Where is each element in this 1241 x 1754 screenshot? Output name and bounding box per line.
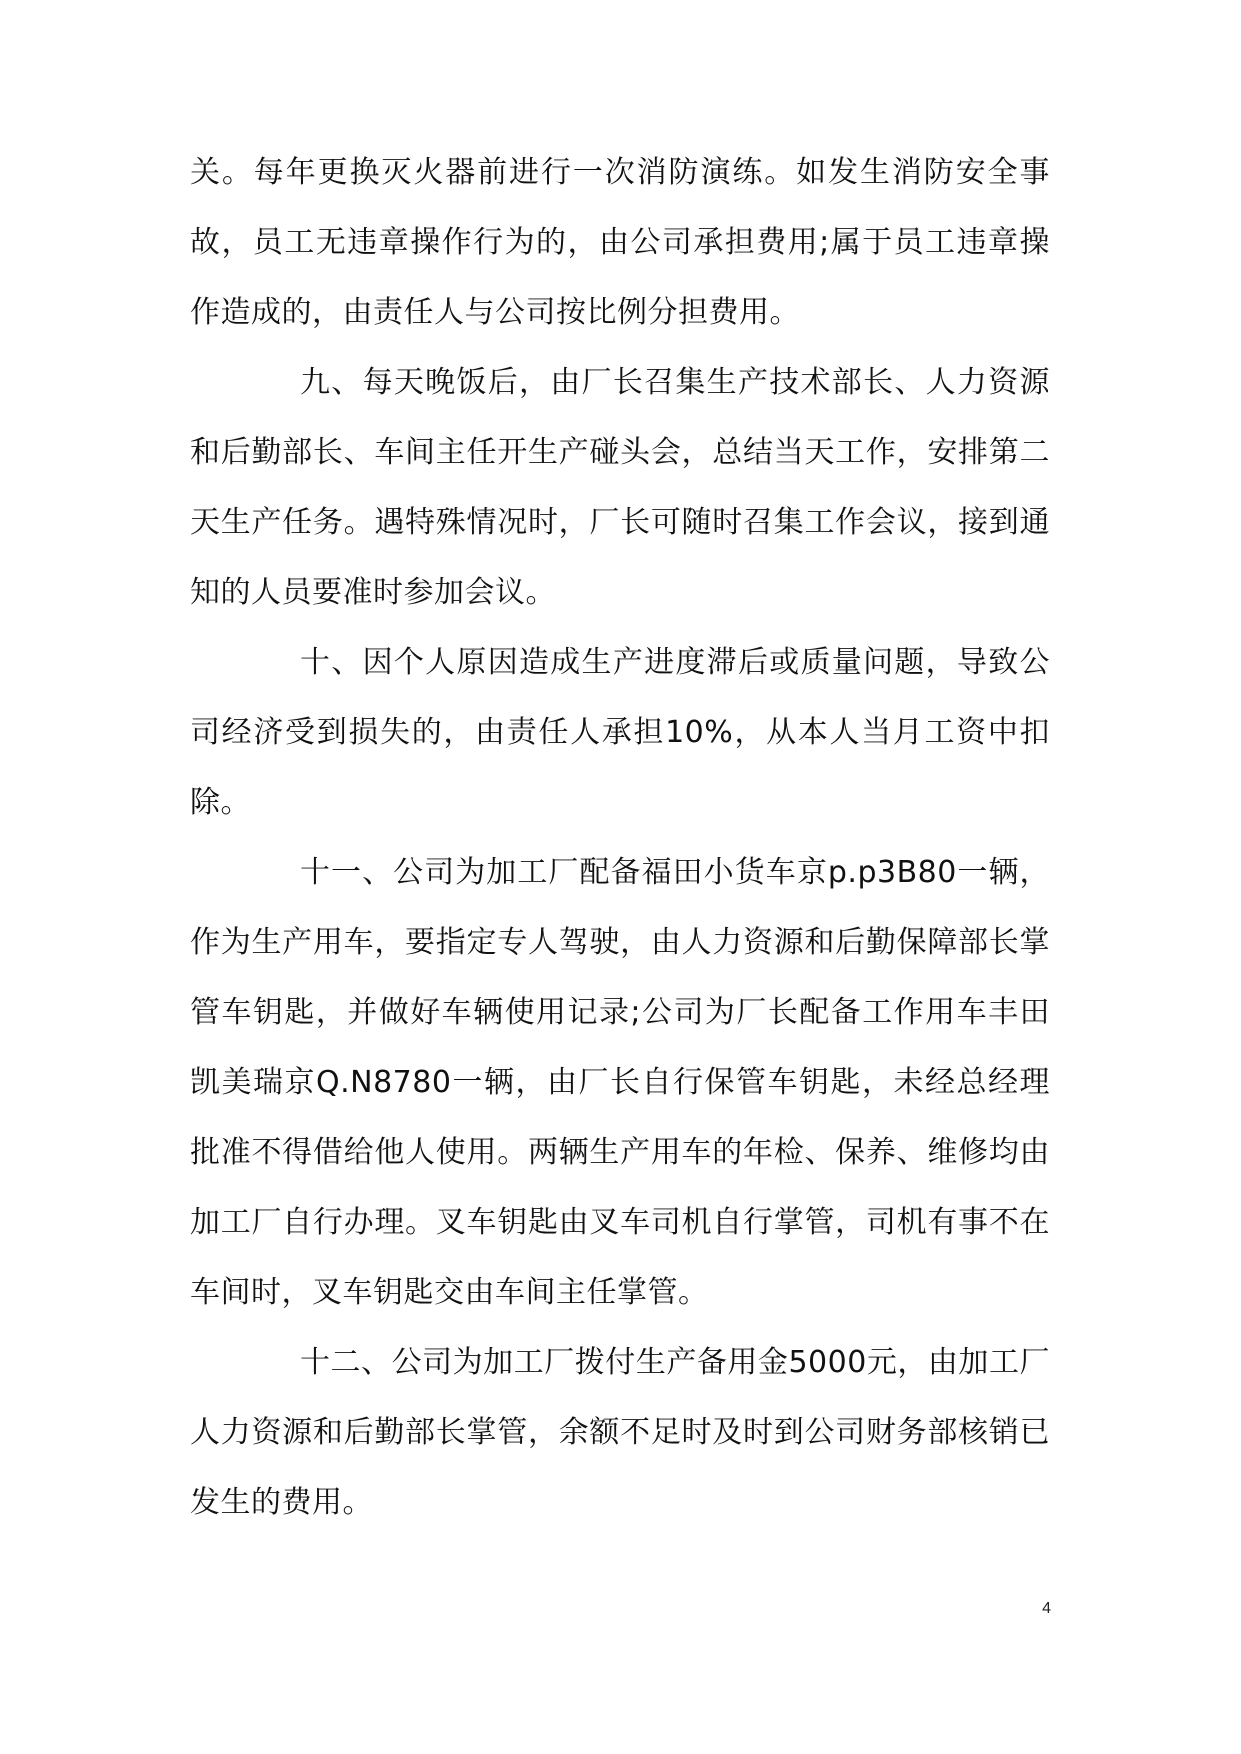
paragraph-item-12: 十二、公司为加工厂拨付生产备用金5000元，由加工厂人力资源和后勤部长掌管，余额不足时及时到公司财务部核销已发生的费用。 <box>190 1345 1050 1520</box>
paragraph-item-11: 十一、公司为加工厂配备福田小货车京p.p3B80一辆，作为生产用车，要指定专人驾驶，由人力资源和后勤保障部长掌管车钥匙，并做好车辆使用记录;公司为厂长配备工作用车丰田凯美瑞京Q.N8780一辆，由厂长自行保管车钥匙，未经总经理批准不得借给他人使用。两辆生产用车的年检、保养、维修均由加工厂自行办理。叉车钥匙由叉车司机自行掌管，司机有事不在车间时，叉车钥匙交由车间主任掌管。 <box>190 855 1050 1310</box>
paragraph-item-10: 十、因个人原因造成生产进度滞后或质量问题，导致公司经济受到损失的，由责任人承担10%，从本人当月工资中扣除。 <box>190 645 1050 820</box>
paragraph-item-9: 九、每天晚饭后，由厂长召集生产技术部长、人力资源和后勤部长、车间主任开生产碰头会，总结当天工作，安排第二天生产任务。遇特殊情况时，厂长可随时召集工作会议，接到通知的人员要准时参加会议。 <box>190 365 1050 610</box>
document-body <box>190 138 1050 1538</box>
page-number: 4 <box>1042 1600 1051 1617</box>
paragraph-continuation: 关。每年更换灭火器前进行一次消防演练。如发生消防安全事故，员工无违章操作行为的，由公司承担费用;属于员工违章操作造成的，由责任人与公司按比例分担费用。 <box>190 155 1050 330</box>
